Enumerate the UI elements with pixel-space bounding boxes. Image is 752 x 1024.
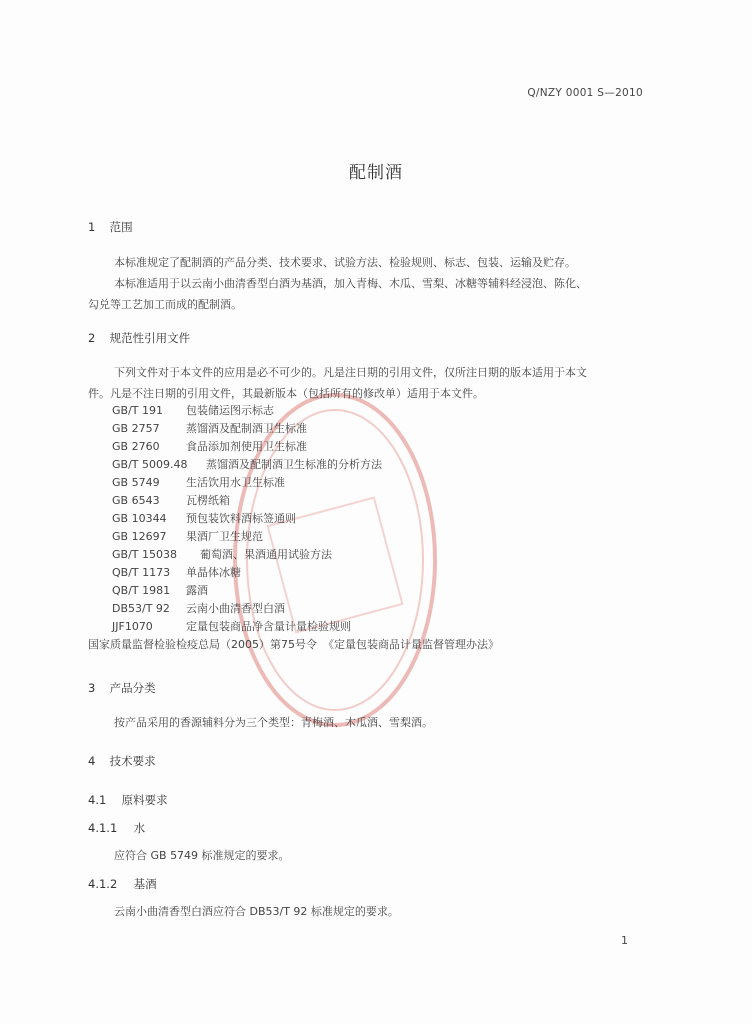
reference-name: 定量包装商品净含量计量检验规则 bbox=[186, 620, 351, 633]
reference-name: 单晶体冰糖 bbox=[186, 566, 241, 579]
section-title: 规范性引用文件 bbox=[109, 331, 191, 345]
reference-item bbox=[112, 420, 652, 438]
reference-item bbox=[112, 510, 652, 528]
reference-name: 预包装饮料酒标签通则 bbox=[186, 512, 296, 525]
reference-item bbox=[112, 564, 652, 582]
document-code: Q/NZY 0001 S—2010 bbox=[527, 87, 643, 99]
reference-name: 瓦楞纸箱 bbox=[186, 494, 230, 507]
section-1-body bbox=[88, 252, 648, 315]
reference-name: 蒸馏酒及配制酒卫生标准 bbox=[186, 422, 307, 435]
section-2-body bbox=[88, 362, 648, 404]
reference-name: 蒸馏酒及配制酒卫生标准的分析方法 bbox=[206, 458, 382, 471]
reference-code: GB/T 191 bbox=[112, 404, 163, 417]
reference-name: 《定量包装商品计量监督管理办法》 bbox=[323, 638, 499, 651]
section-title: 范围 bbox=[109, 220, 133, 234]
reference-name: 葡萄酒、果酒通用试验方法 bbox=[200, 548, 332, 561]
section-number: 4.1.2 bbox=[88, 877, 118, 891]
section-3-body bbox=[88, 712, 648, 733]
reference-code: GB 2757 bbox=[112, 422, 160, 435]
reference-code: GB/T 15038 bbox=[112, 548, 177, 561]
paragraph-line: 应符合 GB 5749 标准规定的要求。 bbox=[114, 849, 290, 862]
reference-code: QB/T 1173 bbox=[112, 566, 171, 579]
paragraph-line: 下列文件对于本文件的应用是必不可少的。凡是注日期的引用文件，仅所注日期的版本适用于本文 bbox=[114, 366, 587, 379]
reference-code: GB 6543 bbox=[112, 494, 160, 507]
paragraph-line: 按产品采用的香源辅料分为三个类型：青梅酒、木瓜酒、雪梨酒。 bbox=[114, 716, 433, 729]
reference-item bbox=[112, 600, 652, 618]
reference-name: 露酒 bbox=[186, 584, 208, 597]
reference-item bbox=[112, 618, 652, 636]
section-number: 4.1 bbox=[88, 793, 107, 807]
section-title: 原料要求 bbox=[121, 793, 168, 807]
section-4-1-2-body bbox=[88, 901, 648, 922]
reference-name: 食品添加剂使用卫生标准 bbox=[186, 440, 307, 453]
paragraph-line: 本标准规定了配制酒的产品分类、技术要求、试验方法、检验规则、标志、包装、运输及贮存。 bbox=[114, 256, 576, 269]
section-number: 3 bbox=[88, 681, 96, 695]
section-title: 产品分类 bbox=[109, 681, 156, 695]
reference-item bbox=[112, 474, 652, 492]
reference-name: 云南小曲清香型白酒 bbox=[186, 602, 285, 615]
reference-code: GB 5749 bbox=[112, 476, 160, 489]
reference-code: DB53/T 92 bbox=[112, 602, 170, 615]
section-4-1-2-heading bbox=[88, 876, 157, 892]
reference-code: GB 12697 bbox=[112, 530, 167, 543]
section-4-heading bbox=[88, 753, 156, 769]
reference-name: 果酒厂卫生规范 bbox=[186, 530, 263, 543]
section-number: 1 bbox=[88, 220, 96, 234]
section-title: 技术要求 bbox=[109, 754, 156, 768]
section-4-1-1-heading bbox=[88, 820, 145, 836]
normative-references-list bbox=[88, 402, 652, 654]
reference-item bbox=[112, 456, 652, 474]
reference-code: 国家质量监督检验检疫总局（2005）第75号令 bbox=[88, 638, 317, 651]
document-title: 配制酒 bbox=[349, 163, 403, 183]
reference-code: GB/T 5009.48 bbox=[112, 458, 188, 471]
section-number: 4 bbox=[88, 754, 96, 768]
reference-code: GB 2760 bbox=[112, 440, 160, 453]
reference-code: QB/T 1981 bbox=[112, 584, 171, 597]
section-number: 4.1.1 bbox=[88, 821, 118, 835]
page-number: 1 bbox=[621, 934, 628, 947]
section-number: 2 bbox=[88, 331, 96, 345]
reference-item bbox=[112, 438, 652, 456]
paragraph-line: 勾兑等工艺加工而成的配制酒。 bbox=[88, 298, 242, 311]
reference-code: GB 10344 bbox=[112, 512, 167, 525]
reference-name: 包装储运图示标志 bbox=[186, 404, 274, 417]
reference-item bbox=[112, 492, 652, 510]
reference-item bbox=[112, 402, 652, 420]
reference-item bbox=[112, 528, 652, 546]
section-2-heading bbox=[88, 330, 190, 346]
paragraph-line: 件。凡是不注日期的引用文件，其最新版本（包括所有的修改单）适用于本文件。 bbox=[88, 387, 484, 400]
reference-item bbox=[112, 582, 652, 600]
paragraph-line: 云南小曲清香型白酒应符合 DB53/T 92 标准规定的要求。 bbox=[114, 905, 399, 918]
section-3-heading bbox=[88, 680, 156, 696]
section-title: 水 bbox=[133, 821, 146, 835]
section-title: 基酒 bbox=[133, 877, 157, 891]
reference-item bbox=[88, 636, 652, 654]
paragraph-line: 本标准适用于以云南小曲清香型白酒为基酒，加入青梅、木瓜、雪梨、冰糖等辅料经浸泡、陈化、 bbox=[114, 277, 587, 290]
section-4-1-heading bbox=[88, 792, 168, 808]
reference-code: JJF1070 bbox=[112, 620, 153, 633]
reference-name: 生活饮用水卫生标准 bbox=[186, 476, 285, 489]
reference-item bbox=[112, 546, 652, 564]
section-4-1-1-body bbox=[88, 845, 648, 866]
section-1-heading bbox=[88, 219, 133, 235]
